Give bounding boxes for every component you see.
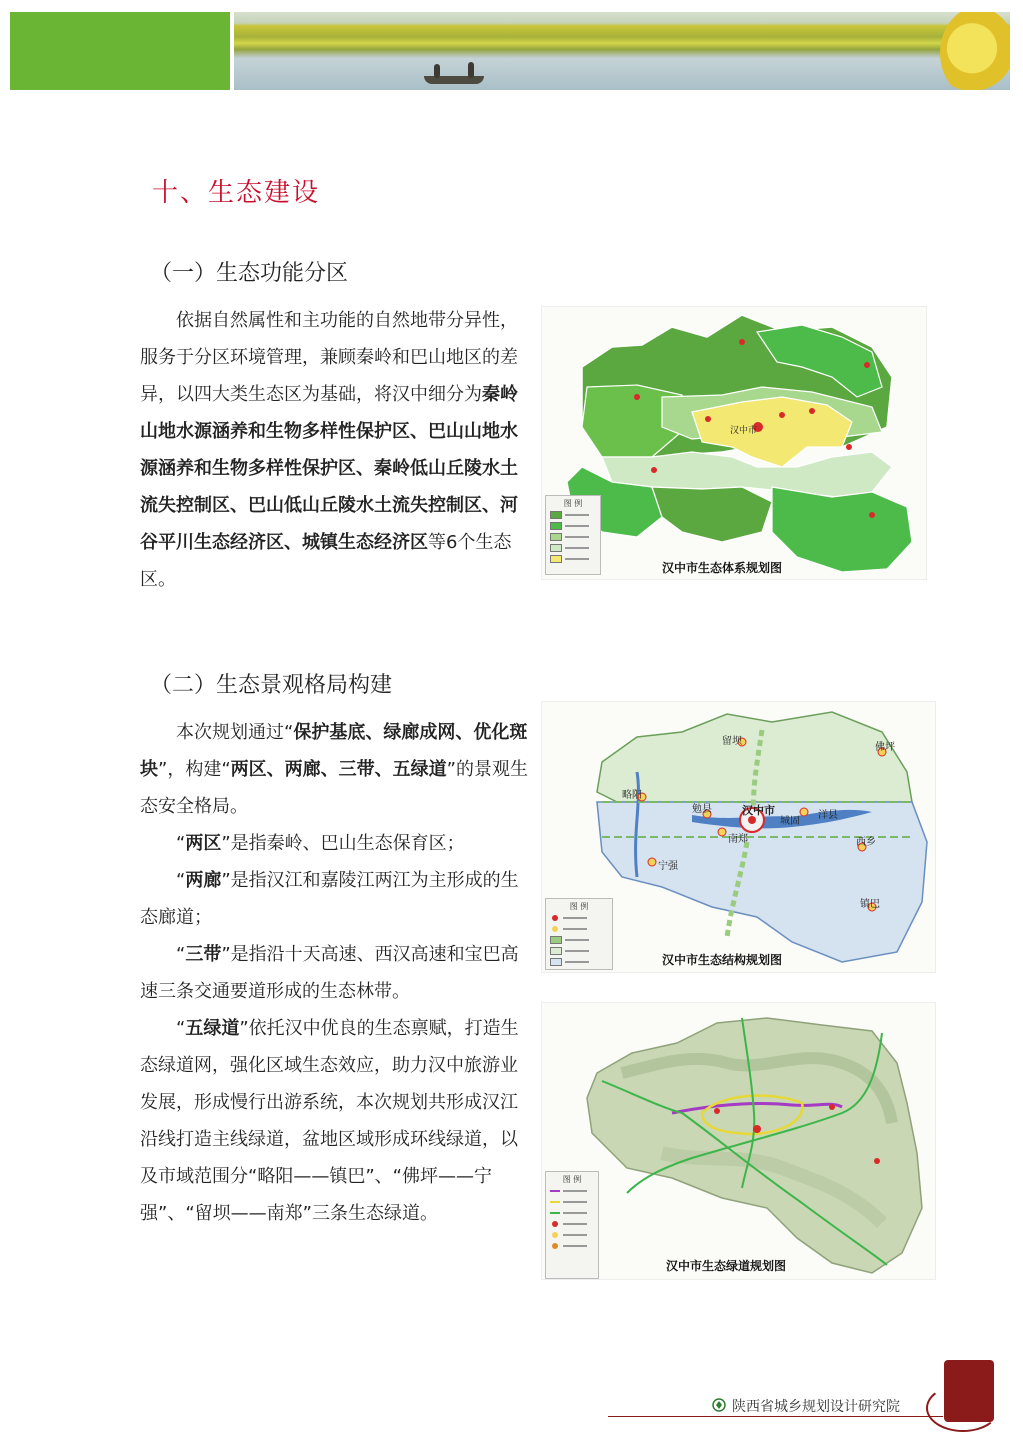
eco-system-plan-map <box>541 306 927 580</box>
bold-run: 秦岭山地水源涵养和生物多样性保护区、巴山山地水源涵养和生物多样性保护区、秦岭低山丘陵水土流失控制区、巴山低山丘陵水土流失控制区、河谷平川生态经济区、城镇生态经济区 <box>140 384 518 553</box>
map-legend <box>545 495 601 575</box>
bold-run: 两区、两廊、三带、五绿道 <box>230 759 447 780</box>
legend-item <box>546 923 612 934</box>
hanzhong-seal-logo <box>944 1360 994 1422</box>
section-title-eco-zoning: （一）生态功能分区 <box>150 261 349 286</box>
legend-item <box>546 934 612 945</box>
legend-item <box>546 912 612 923</box>
map-legend <box>545 1171 599 1279</box>
legend-item <box>546 945 612 956</box>
legend-item <box>546 531 600 542</box>
map-legend <box>545 898 613 970</box>
bold-run: 五绿道 <box>185 1018 240 1039</box>
greenway-map-graphic <box>542 1003 935 1279</box>
map-place-label: 略阳 <box>622 790 642 801</box>
text-run: 是指沿十天高速、西汉高速和宝巴高速三条交通要道形成的生态林带。 <box>140 944 519 1002</box>
boatman-figure <box>434 64 440 78</box>
map-place-label: 勉县 <box>692 804 712 815</box>
bold-run: 三带 <box>185 944 222 965</box>
boatman-figure <box>468 62 474 78</box>
map-place-label: 汉中市 <box>742 804 775 817</box>
text-run: ”，构建“ <box>158 759 231 780</box>
map-place-label: 西乡 <box>856 837 876 848</box>
legend-title: 图 例 <box>563 499 583 508</box>
section1-paragraph <box>140 302 532 598</box>
text-run: “ <box>176 944 186 965</box>
footer-institute-name: 陕西省城乡规划设计研究院 <box>732 1399 900 1415</box>
text-run: ” <box>239 1018 249 1039</box>
map-caption: 汉中市生态结构规划图 <box>662 953 783 967</box>
legend-item <box>546 520 600 531</box>
text-run: ” <box>221 870 231 891</box>
text-run: “ <box>176 870 186 891</box>
map-place-label: 留坝 <box>722 736 742 747</box>
header-landscape-photo <box>234 12 1010 90</box>
map-place-label: 镇巴 <box>860 899 880 910</box>
text-run: “ <box>176 1018 186 1039</box>
legend-item <box>546 542 600 553</box>
legend-item <box>546 1207 598 1218</box>
map-place-label: 宁强 <box>658 861 678 872</box>
bold-run: 两廊 <box>185 870 222 891</box>
map-caption: 汉中市生态体系规划图 <box>662 561 783 575</box>
text-run: 本次规划通过“ <box>176 722 294 743</box>
text-run: “ <box>176 833 186 854</box>
legend-item <box>546 956 612 967</box>
legend-item <box>546 509 600 520</box>
section2-paragraph-intro <box>140 714 544 862</box>
text-run: ”的景观生态安全格局。 <box>140 759 528 817</box>
chapter-title: 十、生态建设 <box>152 178 321 208</box>
section2-paragraph-body <box>140 862 532 1232</box>
eco-structure-plan-map <box>541 701 936 973</box>
map-caption: 汉中市生态绿道规划图 <box>666 1259 787 1273</box>
bold-run: 两区 <box>185 833 222 854</box>
legend-item <box>546 553 600 564</box>
map-place-label: 南郑 <box>728 834 748 845</box>
map-place-label: 城固 <box>780 816 800 827</box>
footer-divider <box>608 1416 943 1417</box>
section-title-landscape-pattern: （二）生态景观格局构建 <box>150 673 393 698</box>
map-place-label: 汉中市 <box>730 426 758 436</box>
legend-title: 图 例 <box>562 1175 582 1184</box>
text-run: ” <box>221 833 231 854</box>
text-run: ” <box>221 944 231 965</box>
legend-item <box>546 1240 598 1251</box>
map-place-label: 佛坪 <box>875 742 895 753</box>
legend-item <box>546 1218 598 1229</box>
text-run: 等6个生态区。 <box>140 532 512 590</box>
legend-item <box>546 1229 598 1240</box>
boat-icon <box>424 76 484 84</box>
legend-item <box>546 1185 598 1196</box>
legend-item <box>546 1196 598 1207</box>
rapeseed-flower-icon <box>940 12 1010 90</box>
text-run: 是指秦岭、巴山生态保育区； <box>230 833 465 854</box>
bold-run: 保护基底、绿廊成网、优化斑块 <box>140 722 528 780</box>
header-green-block <box>10 12 230 90</box>
legend-title: 图 例 <box>569 902 589 911</box>
institute-logo-icon <box>712 1398 726 1412</box>
text-run: 是指汉江和嘉陵江两江为主形成的生态廊道； <box>140 870 519 928</box>
map-place-label: 洋县 <box>818 810 838 821</box>
lake-water <box>234 58 1010 90</box>
text-run: 依据自然属性和主功能的自然地带分异性，服务于分区环境管理，兼顾秦岭和巴山地区的差异，以四大类生态区为基础，将汉中细分为 <box>140 310 518 405</box>
eco-greenway-plan-map <box>541 1002 936 1280</box>
text-run: 依托汉中优良的生态禀赋，打造生态绿道网，强化区域生态效应，助力汉中旅游业发展，形成慢行出游系统，本次规划共形成汉江沿线打造主线绿道，盆地区域形成环线绿道，以及市域范围分“略阳——镇巴”、“佛坪——宁强”、“留坝——南郑”三条生态绿道。 <box>140 1018 519 1224</box>
